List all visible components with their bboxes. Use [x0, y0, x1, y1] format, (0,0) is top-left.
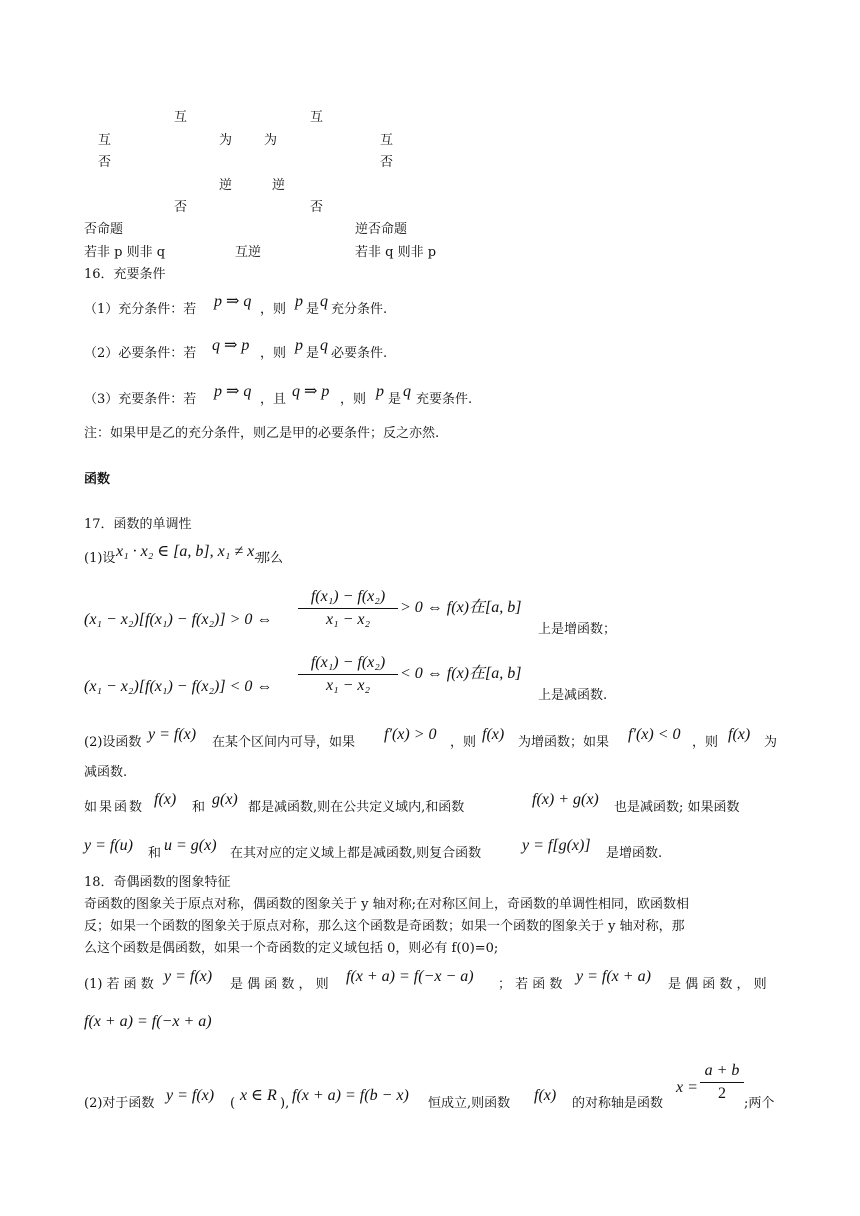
- numerator: a + b: [704, 1062, 740, 1079]
- text: 必要条件.: [331, 346, 388, 361]
- diagram-label: 互: [98, 133, 112, 148]
- text: 充要条件.: [416, 392, 473, 407]
- text: 如果函数: [84, 800, 145, 815]
- text: 恒成立,则函数: [428, 1096, 511, 1111]
- math: x₁ · x₂ ∈ [a, b], x₁ ≠ x₂: [116, 543, 260, 560]
- math: (x₁ − x₂)[f(x₁) − f(x₂)] < 0 ⇔: [84, 678, 273, 695]
- diagram-label: 否: [310, 200, 324, 215]
- text: 是增函数.: [606, 846, 663, 861]
- text: 在某个区间内可导，如果: [212, 735, 356, 750]
- math: q ⇒ p: [292, 383, 330, 400]
- text: 充分条件.: [331, 302, 388, 317]
- math: p: [295, 293, 303, 310]
- fraction: [700, 1062, 744, 1103]
- fraction: [298, 654, 398, 695]
- text: ，则: [692, 735, 719, 750]
- s18-paragraph-line: 反；如果一个函数的图象关于原点对称，那么这个函数是奇函数；如果一个函数的图象关于 y 轴对称，那: [84, 919, 685, 934]
- text: 为: [764, 735, 778, 750]
- s18-line-1-wrap: f(x + a) = f(−x + a): [84, 1013, 212, 1030]
- numerator: f(x₁) − f(x₂): [310, 654, 386, 671]
- diagram-negation: 否命题: [84, 222, 124, 237]
- math: f(x + a) = f(−x − a): [346, 968, 474, 985]
- math: q ⇒ p: [212, 337, 250, 354]
- numerator: f(x₁) − f(x₂): [310, 588, 386, 605]
- section-heading: 函数: [84, 472, 111, 487]
- text: ，且: [260, 392, 287, 407]
- s16-note: 注：如果甲是乙的充分条件，则乙是甲的必要条件；反之亦然.: [84, 426, 440, 441]
- text: (: [230, 1096, 236, 1111]
- diagram-label: 为: [219, 133, 233, 148]
- diagram-contrapositive: 逆否命题: [355, 222, 408, 237]
- s18-paragraph-line: 么这个函数是偶函数，如果一个奇函数的定义域包括 0，则必有 f(0)=0;: [84, 941, 499, 956]
- diagram-label: 互: [174, 110, 188, 125]
- math: f(x): [154, 791, 177, 808]
- diagram-label: 逆: [272, 178, 286, 193]
- denominator: x₁ − x₂: [325, 677, 371, 694]
- math: y = f(x): [164, 968, 213, 985]
- text: 是 偶 函 数 ， 则: [230, 977, 329, 992]
- text: 为增函数；如果: [518, 735, 610, 750]
- diagram-label: 互: [310, 110, 324, 125]
- math: p: [376, 383, 384, 400]
- text: 是: [388, 392, 402, 407]
- math: y = f(x): [166, 1087, 215, 1104]
- math: f′(x) > 0: [384, 726, 437, 743]
- denominator: x₁ − x₂: [325, 611, 371, 628]
- math: p ⇒ q: [214, 383, 252, 400]
- fraction-bar: [298, 608, 398, 609]
- text: 是: [306, 302, 320, 317]
- text: ，则: [450, 735, 477, 750]
- math: p: [295, 337, 303, 354]
- diagram-label: 否: [98, 155, 112, 170]
- math: f(x): [534, 1087, 557, 1104]
- math: f(x) + g(x): [532, 791, 599, 808]
- s17-line-2-wrap: 减函数.: [84, 765, 128, 780]
- text: （2）必要条件：若: [84, 346, 197, 361]
- math: x =: [676, 1079, 698, 1096]
- diagram-mutual-converse: 互逆: [235, 245, 262, 260]
- text: 上是增函数；: [538, 622, 617, 637]
- math: q: [320, 293, 328, 310]
- math: q: [403, 383, 411, 400]
- math: f(x): [728, 726, 751, 743]
- math: (x₁ − x₂)[f(x₁) − f(x₂)] > 0 ⇔: [84, 611, 273, 628]
- text: ，则: [260, 346, 287, 361]
- text: ),: [280, 1096, 290, 1111]
- text: ;两个: [744, 1096, 775, 1111]
- text: 是 偶 函 数 ， 则: [668, 977, 767, 992]
- text: ； 若 函 数: [498, 977, 563, 992]
- text: 的对称轴是函数: [572, 1096, 664, 1111]
- text: 和: [192, 800, 206, 815]
- math: p ⇒ q: [214, 293, 252, 310]
- diagram-negation-form: 若非 p 则非 q: [84, 245, 166, 260]
- section-16-title: 16．充要条件: [84, 267, 166, 282]
- fraction-bar: [700, 1082, 744, 1083]
- text: 和: [148, 846, 162, 861]
- diagram-contrapositive-form: 若非 q 则非 p: [355, 245, 437, 260]
- diagram-label: 否: [380, 155, 394, 170]
- math: f(x + a) = f(b − x): [292, 1087, 409, 1104]
- denominator: 2: [718, 1085, 726, 1102]
- text: (2)对于函数: [84, 1096, 155, 1111]
- s18-paragraph-line: 奇函数的图象关于原点对称，偶函数的图象关于 y 轴对称;在对称区间上，奇函数的单调性相同，欧函数相: [84, 897, 689, 912]
- text: 也是减函数; 如果函数: [614, 800, 740, 815]
- text: （3）充要条件：若: [84, 392, 197, 407]
- math: x ∈ R: [240, 1087, 277, 1104]
- diagram-label: 否: [174, 200, 188, 215]
- fraction-bar: [298, 674, 398, 675]
- diagram-label: 为: [264, 133, 278, 148]
- section-17-title: 17．函数的单调性: [84, 517, 192, 532]
- math: y = f[g(x)]: [522, 837, 591, 854]
- math: < 0 ⇔ f(x)在[a, b]: [400, 665, 522, 682]
- text: (1) 若 函 数: [84, 977, 154, 992]
- text: 上是减函数.: [538, 688, 608, 703]
- text: ，则: [340, 392, 367, 407]
- text: (2)设函数: [84, 735, 142, 750]
- diagram-label: 互: [380, 133, 394, 148]
- text: 那么: [257, 551, 284, 566]
- math: f′(x) < 0: [628, 726, 681, 743]
- math: y = f(u): [84, 837, 133, 854]
- section-18-title: 18．奇偶函数的图象特征: [84, 875, 231, 890]
- math: y = f(x + a): [576, 968, 651, 985]
- fraction: [298, 588, 398, 629]
- text: （1）充分条件：若: [84, 302, 197, 317]
- math: g(x): [212, 791, 238, 808]
- text: 都是减函数,则在公共定义域内,和函数: [248, 800, 465, 815]
- text: ，则: [260, 302, 287, 317]
- math: u = g(x): [164, 837, 217, 854]
- text: 是: [306, 346, 320, 361]
- text: (1)设: [84, 551, 116, 566]
- math: q: [320, 337, 328, 354]
- text: 在其对应的定义域上都是减函数,则复合函数: [230, 846, 482, 861]
- math: y = f(x): [148, 726, 197, 743]
- math: f(x): [482, 726, 505, 743]
- math: > 0 ⇔ f(x)在[a, b]: [400, 599, 522, 616]
- diagram-label: 逆: [219, 178, 233, 193]
